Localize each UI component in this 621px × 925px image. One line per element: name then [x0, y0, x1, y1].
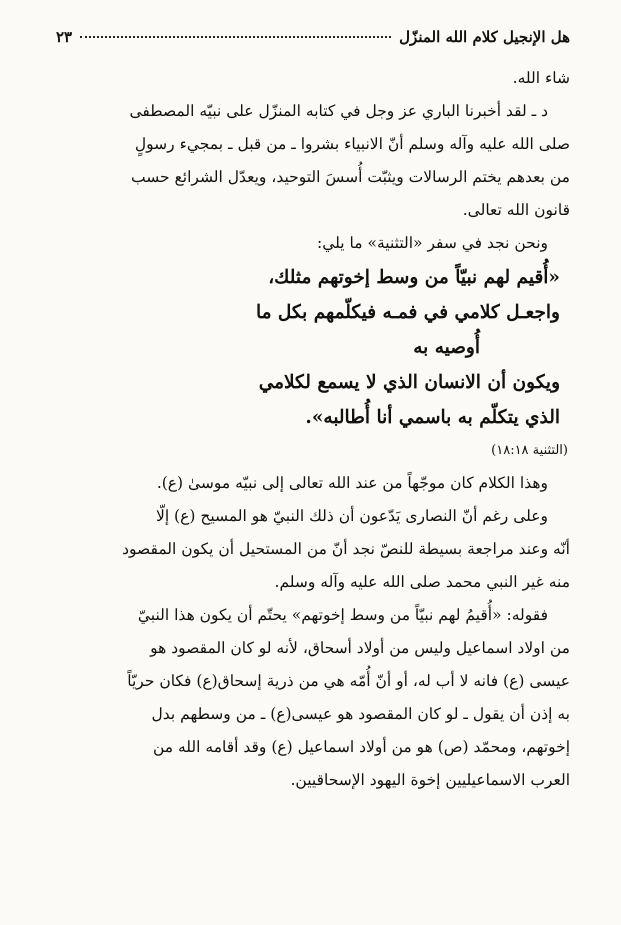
text-line: إخوتهم، ومحمّد (ص) هو من أولاد اسماعيل (ع) وقد أقامه الله من [152, 738, 570, 756]
quote-line: الذي يتكلّم به باسمي أنا أُطالبه». [305, 407, 560, 428]
text-line: من بعدهم يختم الرسالات ويثبّت أُسسَ التوحيد، ويعدّل الشرائع حسب [130, 168, 570, 186]
text-line: ونحن نجد في سفر «التثنية» ما يلي: [317, 234, 548, 252]
scripture-reference: (التثنية ١٨:١٨) [491, 443, 568, 458]
quote-line: ويكون أن الانسان الذي لا يسمع لكلامي [258, 372, 560, 393]
text-line: من اولاد اسماعيل وليس من أولاد أسحاق، لأنه لو كان المقصود هو [150, 639, 570, 657]
quote-line: أُوصيه به [413, 337, 480, 358]
text-line: قانون الله تعالى. [462, 201, 570, 219]
text-line: به إذن أن يقول ـ لو كان المقصود هو عيسى(ع) ـ من وسطهم بدل [151, 705, 570, 723]
text-line: العرب الاسماعيليين إخوة اليهود الإسحاقيين. [290, 771, 570, 789]
text-line: وهذا الكلام كان موجّهاً من عند الله تعالى إلى نبيّه موسىٰ (ع). [156, 474, 548, 492]
text-line: أنّه وعند مراجعة بسيطة للنصّ نجد أنّ من المستحيل أن يكون المقصود [122, 540, 570, 558]
text-line: منه غير النبي محمد صلى الله عليه وآله وسلم. [274, 573, 570, 591]
quote-line: «أُقيم لهم نبيّاً من وسط إخوتهم مثلك، [268, 267, 560, 288]
book-title: هل الإنجيل كلام الله المنزّل [399, 28, 570, 46]
quote-line: واجعـل كلامي في فمـه فيكلّمهم بكل ما [255, 302, 560, 323]
text-line: شاء الله. [512, 69, 570, 87]
running-header [56, 28, 570, 62]
text-line: عيسى (ع) فانه لا أب له، أو أنّ أُمّه هي من ذرية إسحاق(ع) فكان حريّاً [127, 672, 570, 690]
page-number: ٢٣ [56, 28, 73, 46]
leader-dots [80, 36, 391, 38]
text-line: وعلى رغم أنّ النصارى يَدّعون أن ذلك النبيّ هو المسيح (ع) إلّا [155, 507, 548, 525]
text-line: صلى الله عليه وآله وسلم أنّ الانبياء بشروا ـ من قبل ـ بمجيء رسولٍ [134, 135, 570, 153]
text-line: فقوله: «أُقيمُ لهم نبيّاً من وسط إخوتهم» يحتّم أن يكون هذا النبيّ [137, 606, 548, 624]
text-line: د ـ لقد أخبرنا الباري عز وجل في كتابه المنزّل على نبيّه المصطفى [129, 102, 548, 120]
document-page [56, 28, 570, 797]
